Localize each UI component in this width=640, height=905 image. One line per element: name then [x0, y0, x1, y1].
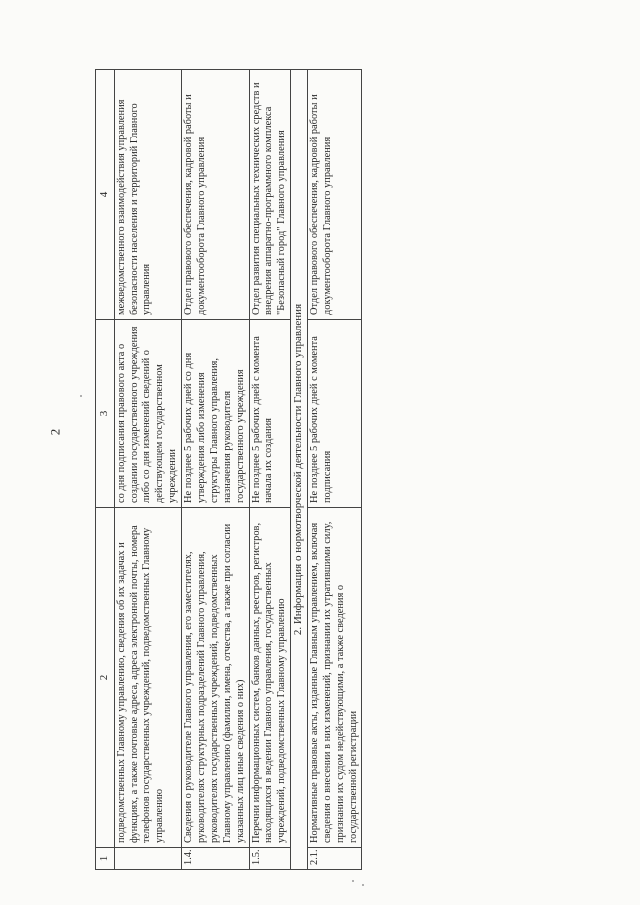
row-term: Не позднее 5 рабочих дней с момента подписания: [307, 320, 362, 508]
row-number: 2.1.: [307, 848, 362, 870]
table-row: [114, 70, 181, 870]
row-responsible: Отдел правового обеспечения, кадровой работы и документооборота Главного управления: [182, 70, 249, 320]
row-responsible: Отдел развития специальных технических средств и внедрения аппаратно-программного комплекса "Безопасный город" Главного управления: [249, 70, 291, 320]
row-responsible: межведомственного взаимодействия управления безопасности населения и территорий Главного управления: [114, 70, 181, 320]
row-responsible: Отдел правового обеспечения, кадровой работы и документооборота Главного управления: [307, 70, 362, 320]
rotated-page: [95, 70, 575, 870]
row-description: подведомственных Главному управлению, сведения об их задачах и функциях, а также почтовые адреса, адреса электронной почты, номера телефонов государственных учреждений, подведомственных Главному управлению: [114, 508, 181, 848]
row-number: 1.4.: [182, 848, 249, 870]
scan-speck: [80, 395, 82, 397]
table-row: [249, 70, 291, 870]
row-description: Нормативные правовые акты, изданные Главным управлением, включая сведения о внесении в них изменений, признании их утратившими силу, признании их судом недействующими, а также сведения о государственной регистрации: [307, 508, 362, 848]
header-cell-1: 1: [96, 848, 115, 870]
row-term: со дня подписания правового акта о создании государственного учреждения либо со дня изменений сведений о действующем государственном учреждении: [114, 320, 181, 508]
page-number: 2: [47, 428, 63, 436]
section-heading-row: [291, 70, 308, 870]
section-heading: 2. Информация о нормотворческой деятельности Главного управления: [291, 70, 308, 870]
scan-speck: [362, 884, 364, 886]
row-description: Перечни информационных систем, банков данных, реестров, регистров, находящихся в ведении Главного управления, государственных учреждений, подведомственных Главному управлению: [249, 508, 291, 848]
table-header-row: [96, 70, 115, 870]
header-cell-2: 2: [96, 508, 115, 848]
information-table: [95, 69, 362, 870]
header-cell-3: 3: [96, 320, 115, 508]
table-row: [307, 70, 362, 870]
row-term: Не позднее 5 рабочих дней с момента начала их создания: [249, 320, 291, 508]
row-description: Сведения о руководителе Главного управления, его заместителях, руководителях структурных подразделений Главного управления, руководителях государственных учреждений, подведомственных Главному управлению (фамилии, имена, отчества, а также при согласии указанных лиц иные сведения о них): [182, 508, 249, 848]
header-cell-4: 4: [96, 70, 115, 320]
table-row: [182, 70, 249, 870]
row-term: Не позднее 5 рабочих дней со дня утверждения либо изменения структуры Главного управления, назначения руководителя государственного учреждения: [182, 320, 249, 508]
row-number: 1.5.: [249, 848, 291, 870]
row-number: [114, 848, 181, 870]
scan-speck: [352, 880, 354, 882]
